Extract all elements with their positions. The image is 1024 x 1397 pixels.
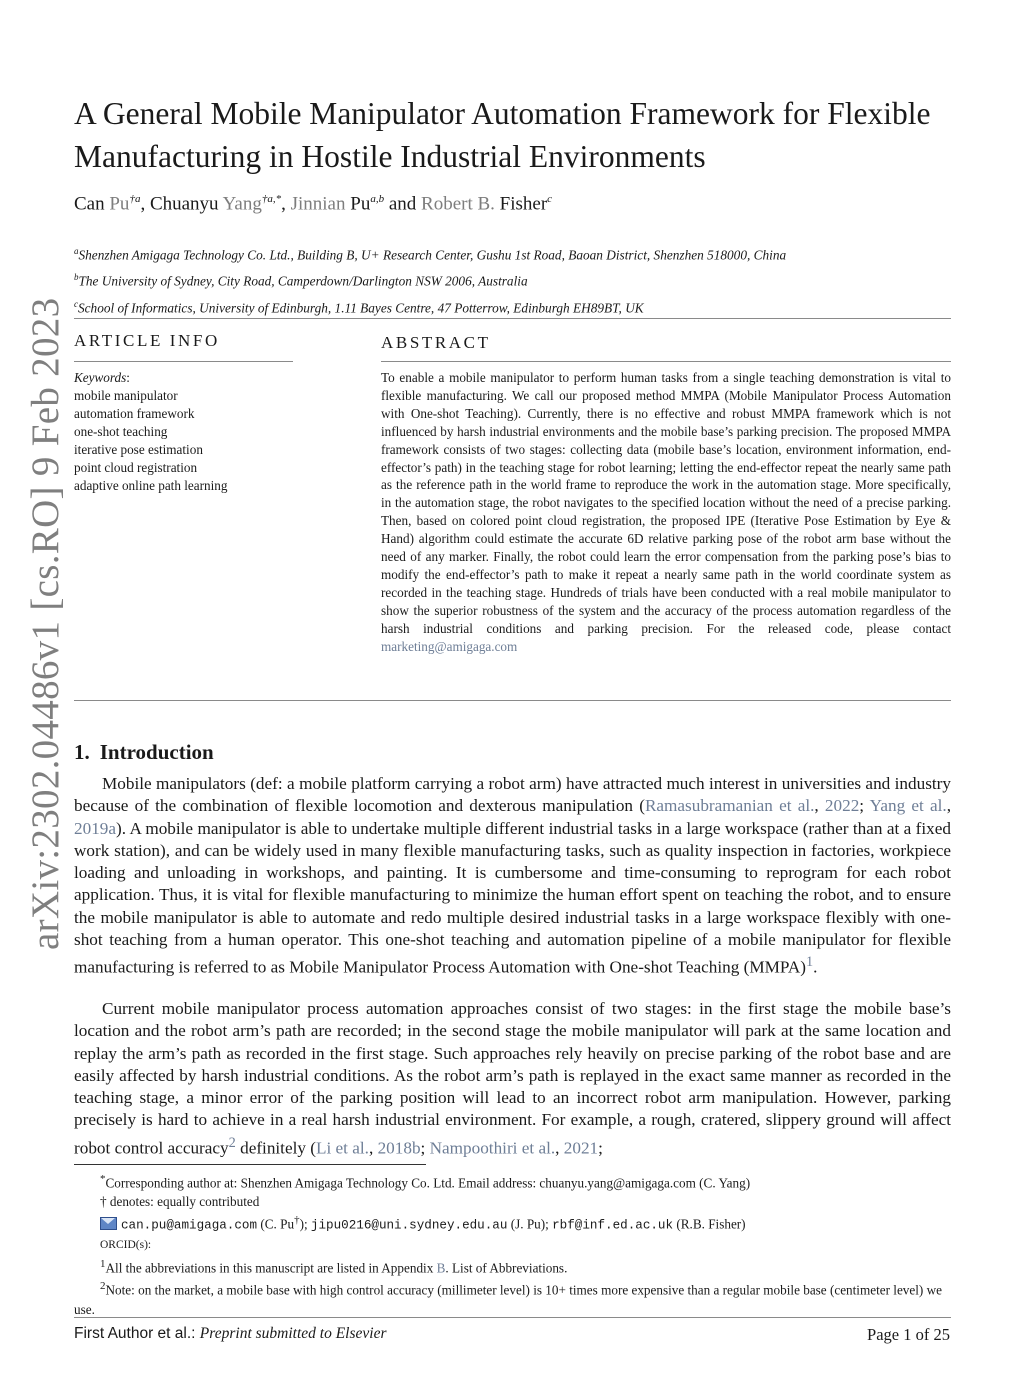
abstract-paragraph: To enable a mobile manipulator to perform human tasks from a single teaching demonstration is vital to flexible manufacturing. We call our proposed method MMPA (Mobile Manipulator Process Automation with One-shot Teaching). Currently, there is no effective and robust MMPA framework which is not influenced by harsh industrial environments and the mobile base’s parking precision. The proposed MMPA framework consists of two stages: collecting data (mobile base’s location, environment information, end-effector’s path) in the teaching stage for robot learning; letting the end-effector repeat the nearly same path as the reference path in the world frame to reproduce the work in the automation stage. More specifically, in the automation stage, the robot navigates to the specified location without the need of a precise parking. Then, based on colored point cloud registration, the proposed IPE (Iterative Pose Estimation by Eye & Hand) algorithm could estimate the accurate 6D relative parking pose of the robot arm base without the need of any marker. Finally, the robot could learn the error compensation from the parking pose’s bias to modify the end-effector’s path to make it repeat a nearly same path in the world coordinate system as recorded in the teaching stage. Hundreds of trials have been conducted with a real mobile manipulator to show the superior robustness of the system and the accuracy of the process automation regardless of the harsh industrial conditions and parking precision. For the released code, please contact [381, 370, 951, 636]
affiliation-text: Shenzhen Amigaga Technology Co. Ltd., Building B, U+ Research Center, Gushu 1st Road, Baoan District, Shenzhen 518000, China [78, 247, 787, 263]
footnote-2: $^2$Note: on the market, a mobile base with high control accuracy (millimeter level) is 10+ times more expensive than a regular mobile base (centimeter level) we use. [74, 1280, 942, 1317]
author-first-name-link[interactable]: Robert B. [421, 193, 495, 215]
arxiv-identifier-stamp: arXiv:2302.04486v1 [cs.RO] 9 Feb 2023 [24, 297, 67, 950]
author-last-name: Pu [350, 193, 371, 215]
author-separator: , [140, 193, 150, 215]
footnote-orcid: ORCID(s): [100, 1238, 152, 1251]
citation-link[interactable]: Li et al. [315, 1138, 369, 1158]
keyword-item: point cloud registration [74, 460, 198, 475]
abstract-end-divider [74, 700, 951, 701]
email-link[interactable]: rbf@inf.ed.ac.uk [552, 1218, 674, 1233]
citation-link[interactable]: Nampoothiri et al. [429, 1138, 556, 1158]
author-last-name-link[interactable]: Yang [222, 193, 262, 215]
footer-divider [74, 1317, 951, 1318]
section-heading-introduction [74, 740, 214, 765]
keyword-item: one-shot teaching [74, 424, 168, 439]
keywords-block: Keywords: mobile manipulator automation framework one-shot teaching iterative pose estimation point cloud registration adaptive online path learning [74, 370, 228, 493]
affiliation-mark: a [74, 246, 79, 256]
affiliation-mark: c [74, 298, 78, 309]
citation-year-link[interactable]: 2022 [824, 796, 860, 816]
abstract-heading: ABSTRACT [381, 333, 491, 352]
article-info-heading: ARTICLE INFO [74, 331, 220, 350]
author-affiliation-mark: c [547, 193, 553, 205]
keywords-label: Keywords [74, 370, 127, 385]
keyword-item: automation framework [74, 406, 195, 421]
running-footer: First Author et al.: Preprint submitted to Elsevier [74, 1325, 387, 1342]
citation-year-link[interactable]: 2019a [74, 818, 117, 838]
affiliation-text: The University of Sydney, City Road, Camperdown/Darlington NSW 2006, Australia [78, 273, 528, 289]
author-first-name: Chuanyu [149, 193, 219, 215]
citation-link[interactable]: Yang et al. [869, 796, 947, 816]
footnote-ref-link[interactable]: 1 [806, 954, 814, 971]
affiliation-item [74, 266, 786, 292]
affiliation-item [74, 240, 786, 266]
footnotes [74, 1170, 951, 1319]
affiliation-text: School of Informatics, University of Edinburgh, 1.11 Bayes Centre, 47 Potterrow, Edinburgh EH89BT, UK [78, 300, 644, 316]
section-number: 1. [74, 740, 90, 764]
intro-paragraph: Mobile manipulators (def: a mobile platform carrying a robot arm) have attracted much interest in universities and industry because of the combination of flexible locomotion and dexterous manipulation (Ramasubramanian et al., 2022; Yang et al., 2019a). A mobile manipulator is able to undertake multiple different industrial tasks in a large workspace (rather than at a fixed work station), and can be widely used in many flexible manufacturing tasks, such as quality inspection in factories, workpiece loading and unloading in workshops, and painting. It is cumbersome and time-consuming to reprogram for each robot application. Thus, it is vital for flexible manufacturing to minimize the human effort spent on teaching the robot, and to ensure the mobile manipulator is able to automate and redo multiple desired industrial tasks in a large workspace flexibly with one-shot teaching from a human operator. This one-shot teaching and automation pipeline of a mobile manipulator for flexible manufacturing is referred to as Mobile Manipulator Process Automation with One-shot Teaching (MMPA)$^1$. [74, 774, 951, 978]
keyword-item: mobile manipulator [74, 388, 178, 403]
email-link[interactable]: can.pu@amigaga.com [121, 1218, 258, 1233]
author-affiliation-mark: †a [129, 193, 141, 205]
header-divider [74, 318, 951, 319]
author-last-name-link[interactable]: Pu [109, 193, 130, 215]
author-list [74, 193, 552, 215]
keyword-item: iterative pose estimation [74, 442, 203, 457]
footnote-corresponding: *Corresponding author at: Shenzhen Amigaga Technology Co. Ltd. Email address: chuanyu.yang@amigaga.com (C. Yang) [100, 1173, 751, 1191]
author-last-name: Fisher [499, 193, 548, 215]
abstract-divider [381, 361, 951, 362]
footer-author: First Author et al. [74, 1325, 192, 1342]
author-first-name: Can [74, 193, 105, 215]
author-separator: , [281, 193, 291, 215]
author-affiliation-mark: a,b [370, 193, 385, 205]
author-first-name-link[interactable]: Jinnian [290, 193, 346, 215]
footnote-emails: can.pu@amigaga.com (C. Pu†); jipu0216@uni.sydney.edu.au (J. Pu); rbf@inf.ed.ac.uk (R.B. Fisher) [74, 1211, 951, 1235]
email-link[interactable]: jipu0216@uni.sydney.edu.au [310, 1218, 508, 1233]
citation-year-link[interactable]: 2018b [377, 1138, 421, 1158]
article-info-divider [74, 361, 293, 362]
footnote-ref-link[interactable]: 2 [228, 1134, 236, 1151]
keyword-item: adaptive online path learning [74, 478, 228, 493]
intro-paragraph: Current mobile manipulator process automation approaches consist of two stages: in the first stage the mobile base’s location and the robot arm’s path are recorded; in the second stage the mobile manipulator will park at the same location and replay the arm’s path as recorded in the first stage. Such approaches rely heavily on precise parking of the robot base and are easily affected by harsh industrial conditions. As the robot arm’s path is replayed in the exact same manner as recorded in the teaching stage, a minor error of the parking position will lead to an incorrect robot arm manipulation. However, parking precisely is hard to achieve in a real harsh industrial environment. For example, a rough, cratered, slippery ground will affect robot control accuracy$^2$ definitely (Li et al., 2018b; Nampoothiri et al., 2021; [74, 999, 951, 1158]
author-separator: and [384, 193, 422, 215]
footnote-1: $^1$All the abbreviations in this manuscript are listed in Appendix B. List of Abbreviations. [100, 1257, 568, 1276]
footer-venue: Preprint submitted to Elsevier [199, 1325, 387, 1342]
citation-link[interactable]: Ramasubramanian et al. [644, 796, 815, 816]
author-affiliation-mark: †a,* [261, 193, 282, 205]
affiliation-mark: b [74, 272, 79, 283]
paper-title: A General Mobile Manipulator Automation Framework for Flexible Manufacturing in Hostile Industrial Environments [74, 96, 931, 174]
page-number: Page 1 of 25 [867, 1325, 950, 1344]
footnote-divider [74, 1164, 426, 1165]
affiliation-list [74, 240, 786, 319]
footnote-equal-contribution: † denotes: equally contributed [100, 1194, 260, 1210]
contact-email-link[interactable]: marketing@amigaga.com [381, 638, 518, 654]
affiliation-item [74, 293, 786, 319]
appendix-link[interactable]: B [436, 1260, 446, 1276]
abstract-text [381, 369, 951, 656]
section-title: Introduction [99, 740, 214, 764]
citation-year-link[interactable]: 2021 [563, 1138, 599, 1158]
mail-icon [100, 1217, 117, 1230]
